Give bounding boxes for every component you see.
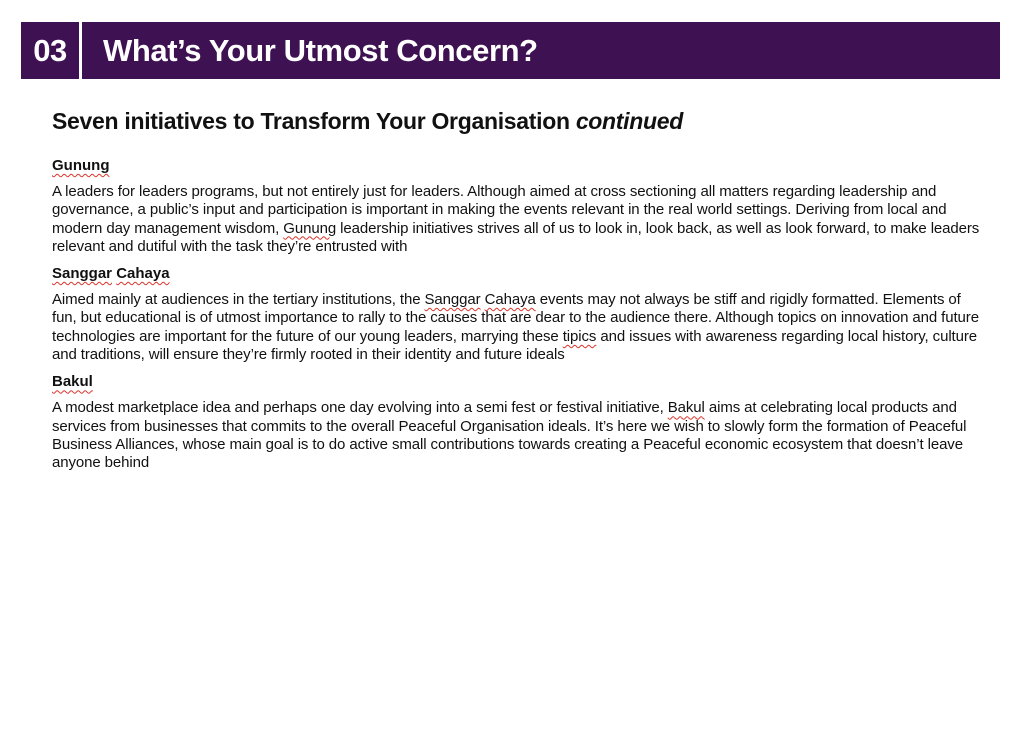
subtitle-main: Seven initiatives to Transform Your Organisation	[52, 108, 570, 134]
initiative-heading	[52, 373, 982, 390]
text-run: and issues with awareness regarding local history, culture and traditions, will ensure they’re firmly rooted in their identity and future ideals	[52, 327, 977, 364]
header-divider	[79, 22, 82, 79]
text-run: Aimed mainly at audiences in the tertiary institutions, the	[52, 291, 425, 309]
misspelled-word: Sanggar	[424, 291, 481, 309]
initiative-heading	[52, 265, 982, 282]
misspelled-word: Cahaya	[484, 291, 536, 309]
text-run: events may not always be stiff and rigidly formatted. Elements of fun, but educational is of utmost importance to rally to the causes that are dear to the audience there. Although topics on innovation and future technologies are important for the future of our young leaders, marrying these	[52, 291, 979, 345]
initiative-description	[52, 183, 982, 256]
page-title: What’s Your Utmost Concern?	[103, 32, 538, 68]
heading-word: Sanggar	[52, 265, 113, 283]
page-header	[21, 22, 1000, 79]
initiative-heading	[52, 157, 982, 174]
initiative-sanggar-cahaya	[52, 265, 982, 364]
text-run: leadership initiatives strives all of us to look in, look back, as well as look forward, to make leaders relevant and dutiful with the task they’re entrusted with	[52, 219, 980, 255]
heading-word: Cahaya	[116, 265, 170, 283]
text-run: A modest marketplace idea and perhaps one day evolving into a semi fest or festival initiative,	[52, 399, 668, 417]
text-run: A leaders for leaders programs, but not entirely just for leaders. Although aimed at cross sectioning all matters regarding leadership and governance, a public’s input and participation is important in making the events relevant in the real world settings. Deriving from local and modern day management wisdom,	[52, 183, 947, 237]
misspelled-word: tipics	[562, 327, 597, 345]
initiative-description	[52, 291, 982, 364]
initiative-bakul	[52, 373, 982, 472]
misspelled-word: Gunung	[283, 219, 337, 237]
content-area	[52, 108, 982, 482]
text-run: aims at celebrating local products and services from businesses that commits to the overall Peaceful Organisation ideals. It’s here we wish to slowly form the formation of Peaceful Business Alliances, whose main goal is to do active small contributions towards creating a Peaceful economic ecosystem that doesn’t leave anyone behind	[52, 399, 967, 472]
initiative-gunung	[52, 157, 982, 256]
heading-text: Bakul	[52, 373, 93, 391]
section-number: 03	[33, 32, 67, 68]
heading-text: Gunung	[52, 157, 110, 174]
subtitle-continued: continued	[575, 108, 683, 134]
initiative-description	[52, 399, 982, 472]
section-subtitle	[52, 108, 982, 135]
misspelled-word: Bakul	[667, 399, 705, 417]
